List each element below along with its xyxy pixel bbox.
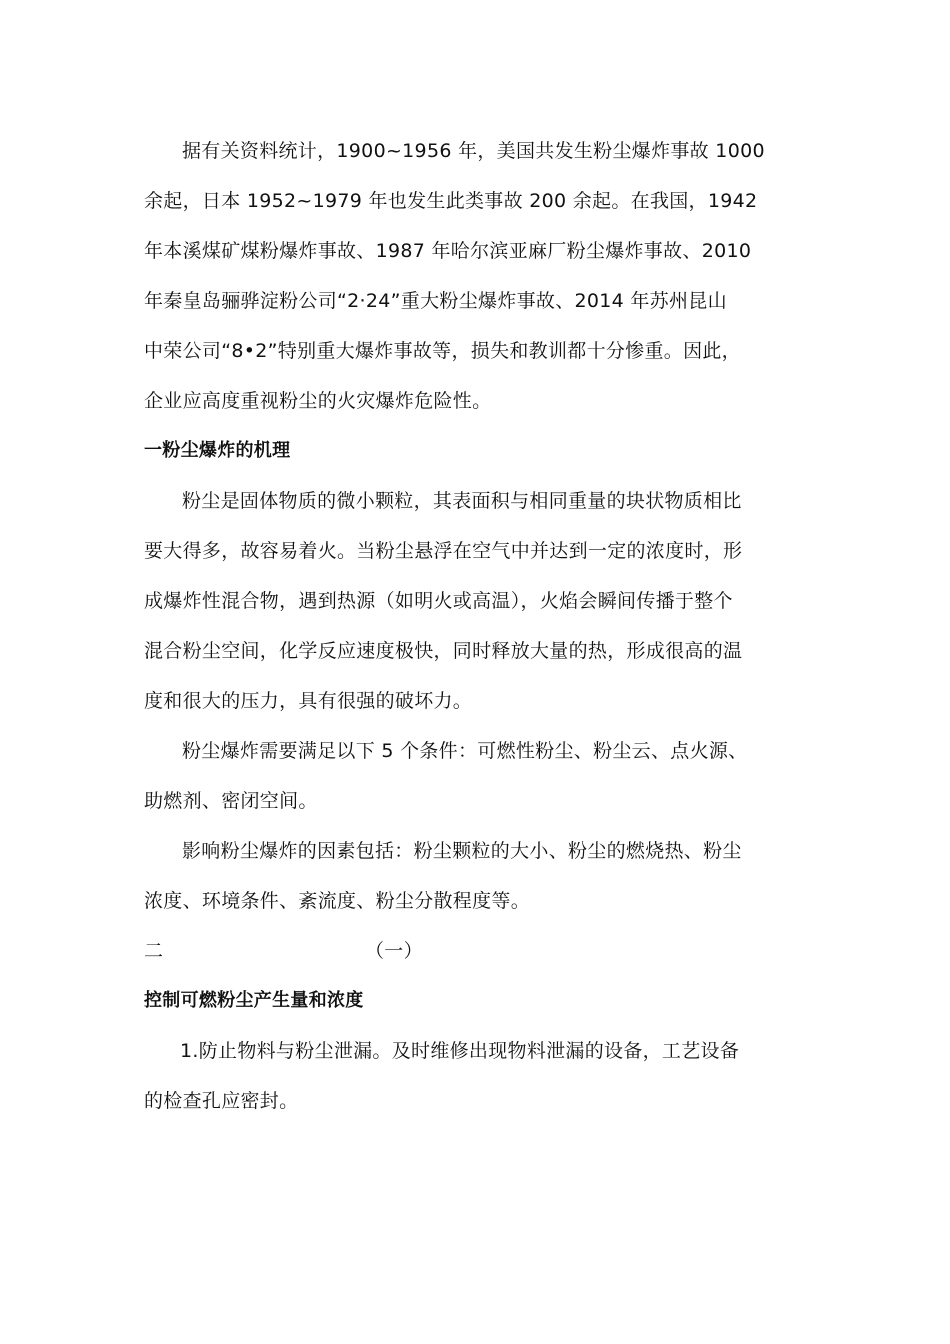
paragraph-line: 影响粉尘爆炸的因素包括：粉尘颗粒的大小、粉尘的燃烧热、粉尘 [182,840,742,862]
paragraph-line: 余起，日本 1952~1979 年也发生此类事故 200 余起。在我国，1942 [144,190,758,212]
paragraph-line: 成爆炸性混合物，遇到热源（如明火或高温），火焰会瞬间传播于整个 [144,590,733,612]
paragraph-line: 据有关资料统计，1900~1956 年，美国共发生粉尘爆炸事故 1000 [182,140,765,162]
paragraph-line: 粉尘是固体物质的微小颗粒，其表面积与相同重量的块状物质相比 [182,490,742,512]
paragraph-line: 的检查孔应密封。 [144,1090,299,1112]
paragraph-line: 度和很大的压力，具有很强的破坏力。 [144,690,473,712]
paragraph-line: 助燃剂、密闭空间。 [144,790,318,812]
paragraph-line: 要大得多，故容易着火。当粉尘悬浮在空气中并达到一定的浓度时，形 [144,540,743,562]
paragraph-line: 年本溪煤矿煤粉爆炸事故、1987 年哈尔滨亚麻厂粉尘爆炸事故、2010 [144,240,752,262]
paragraph-line: 中荣公司“8•2”特别重大爆炸事故等，损失和教训都十分惨重。因此， [144,340,741,362]
section-number: 二 [144,940,164,962]
paragraph-line: 1.防止物料与粉尘泄漏。及时维修出现物料泄漏的设备，工艺设备 [180,1040,740,1062]
paragraph-line: 年秦皇岛骊骅淀粉公司“2·24”重大粉尘爆炸事故、2014 年苏州昆山 [144,290,727,312]
section-heading: 一粉尘爆炸的机理 [144,440,291,461]
subsection-heading: 控制可燃粉尘产生量和浓度 [144,990,364,1011]
paragraph-line: 企业应高度重视粉尘的火灾爆炸危险性。 [144,390,492,412]
subsection-number: （一） [365,940,423,962]
paragraph-line: 粉尘爆炸需要满足以下 5 个条件：可燃性粉尘、粉尘云、点火源、 [182,740,748,762]
paragraph-line: 浓度、环境条件、紊流度、粉尘分散程度等。 [144,890,531,912]
paragraph-line: 混合粉尘空间，化学反应速度极快，同时释放大量的热，形成很高的温 [144,640,743,662]
